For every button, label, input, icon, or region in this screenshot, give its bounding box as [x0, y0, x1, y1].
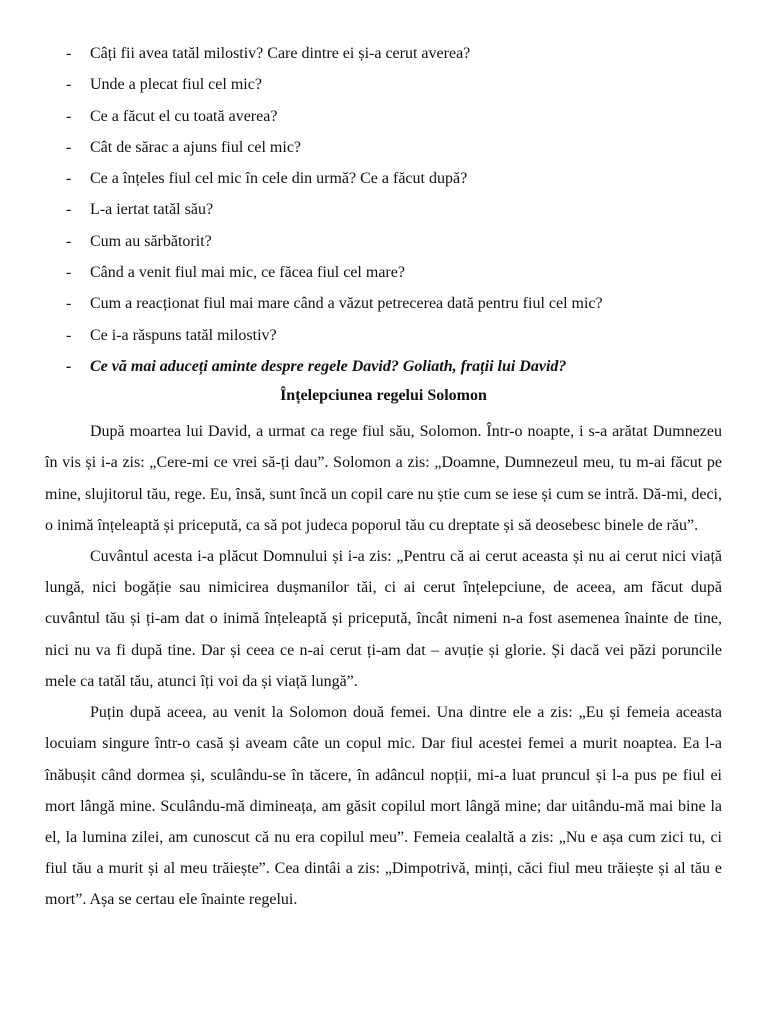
question-text: Când a venit fiul mai mic, ce făcea fiul cel mare?	[90, 264, 405, 282]
question-item-emphasized	[45, 357, 722, 377]
question-item	[45, 138, 722, 158]
bullet-dash: -	[66, 45, 72, 62]
question-text: Ce a făcut el cu toată averea?	[90, 107, 278, 125]
question-item	[45, 200, 722, 220]
story-paragraph: Puțin după aceea, au venit la Solomon două femei. Una dintre ele a zis: „Eu și femeia aceasta locuiam singure într-o casă și aveam câte un copul mic. Dar fiul acestei femei a murit noaptea. Ea l-a înăbușit când dormea și, sculându-se în tăcere, în adâncul nopții, mi-a luat pruncul și l-a pus pe fiul ei mort lângă mine. Sculându-mă dimineața, am găsit copilul mort lângă mine; dar uitându-mă mai bine la el, la lumina zilei, am cunoscut că nu era copilul meu”. Femeia cealaltă a zis: „Nu e așa cum zici tu, ci fiul tău a murit și al meu trăiește”. Cea dintâi a zis: „Dimpotrivă, minți, căci fiul meu trăiește și al tău e mort”. Așa se certau ele înainte regelui.	[45, 704, 722, 909]
bullet-dash: -	[66, 326, 72, 344]
question-text: Ce vă mai aduceți aminte despre regele David? Goliath, frații lui David?	[90, 357, 567, 375]
question-text: Unde a plecat fiul cel mic?	[90, 76, 262, 94]
story-title: Înțelepciunea regelui Solomon	[280, 387, 487, 405]
question-item	[45, 263, 722, 283]
question-text: Cât de sărac a ajuns fiul cel mic?	[90, 138, 302, 156]
bullet-dash: -	[66, 170, 72, 188]
bullet-dash: -	[66, 76, 72, 94]
bullet-dash: -	[66, 264, 72, 282]
question-item	[45, 326, 722, 346]
bullet-dash: -	[66, 357, 72, 375]
question-text: Câți fii avea tatăl milostiv? Care dintre ei și-a cerut averea?	[90, 45, 471, 62]
bullet-dash: -	[66, 107, 72, 125]
question-text: Cum au sărbătorit?	[90, 232, 212, 250]
question-item	[45, 169, 722, 189]
bullet-dash: -	[66, 201, 72, 219]
bullet-dash: -	[66, 295, 72, 313]
bullet-dash: -	[66, 138, 72, 156]
question-item	[45, 44, 722, 64]
question-item	[45, 75, 722, 95]
question-item	[45, 107, 722, 127]
bullet-dash: -	[66, 232, 72, 250]
question-text: Ce i-a răspuns tatăl milostiv?	[90, 326, 277, 344]
question-text: L-a iertat tatăl său?	[90, 201, 214, 219]
question-text: Cum a reacționat fiul mai mare când a văzut petrecerea dată pentru fiul cel mic?	[90, 295, 603, 313]
question-item	[45, 232, 722, 252]
question-item	[45, 294, 722, 314]
question-list	[45, 44, 722, 377]
story-paragraph: Cuvântul acesta i-a plăcut Domnului și i-a zis: „Pentru că ai cerut aceasta și nu ai cerut nici viață lungă, nici bogăție sau nimicirea dușmanilor tăi, ci ai cerut înțelepciune, de aceea, am făcut după cuvântul tău și ți-am dat o inimă înțeleaptă și pricepută, încât nimeni n-a fost asemenea înainte de tine, nici nu va fi după tine. Dar și ceea ce n-ai cerut ți-am dat – avuție și glorie. Și dacă vei păzi poruncile mele ca tatăl tău, atunci îți voi da și viață lungă”.	[45, 548, 722, 690]
question-text: Ce a înțeles fiul cel mic în cele din urmă? Ce a făcut după?	[90, 170, 468, 188]
document-page	[45, 44, 722, 916]
story-paragraph: După moartea lui David, a urmat ca rege fiul său, Solomon. Într-o noapte, i s-a arătat Dumnezeu în vis și i-a zis: „Cere-mi ce vrei să-ți dau”. Solomon a zis: „Doamne, Dumnezeul meu, tu m-ai făcut pe mine, slujitorul tău, rege. Eu, însă, sunt încă un copil care nu știe cum se iese și cum se intră. Dă-mi, deci, o inimă înțeleaptă și pricepută, ca să pot judeca poporul tău cu dreptate și să deosebesc binele de rău”.	[45, 423, 722, 534]
